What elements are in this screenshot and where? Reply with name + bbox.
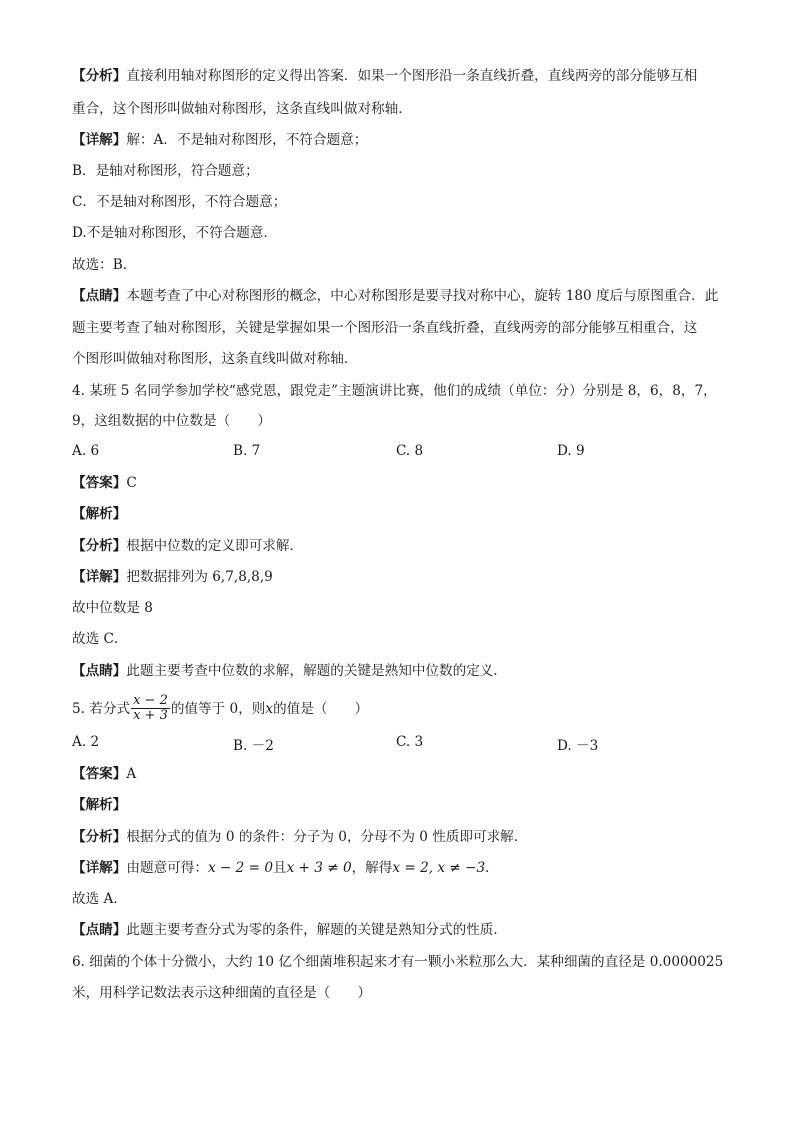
q3-comment-line2: 题主要考查了轴对称图形，关键是掌握如果一个图形沿一条直线折叠，直线两旁的部分能够互相重合，这 bbox=[72, 320, 698, 336]
q4-analysis: 【分析】根据中位数的定义即可求解． bbox=[72, 538, 304, 554]
q5-option-a: A. 2 bbox=[72, 734, 100, 750]
q5-explain-tag: 【解析】 bbox=[72, 797, 127, 813]
q5-choose: 故选 A． bbox=[72, 891, 127, 907]
q4-option-c: C. 8 bbox=[396, 443, 424, 459]
q4-option-b: B. 7 bbox=[233, 443, 261, 459]
answer-tag: 【答案】 bbox=[72, 766, 127, 782]
q5-option-c: C. 3 bbox=[396, 734, 424, 750]
q4-detail-line2: 故中位数是 8 bbox=[72, 600, 153, 616]
q3-detail-line1: 【详解】解：A．不是轴对称图形，不符合题意； bbox=[72, 132, 368, 148]
q3-analysis-line2: 重合，这个图形叫做轴对称图形，这条直线叫做对称轴． bbox=[72, 101, 412, 117]
analysis-tag: 【分析】 bbox=[72, 538, 127, 554]
q4-comment: 【点睛】此题主要考查中位数的求解，解题的关键是熟知中位数的定义． bbox=[72, 663, 507, 679]
detail-tag: 【详解】 bbox=[72, 569, 127, 585]
q4-choose: 故选 C． bbox=[72, 631, 128, 647]
q4-stem-line2: 9，这组数据的中位数是（ ） bbox=[72, 413, 271, 429]
q5-analysis: 【分析】根据分式的值为 0 的条件：分子为 0，分母不为 0 性质即可求解． bbox=[72, 829, 528, 845]
q5-stem: 5. 若分式 $\frac{x - 2}{x + 3}$ 的值等于 0，则x的值是（ ） bbox=[72, 693, 369, 723]
detail-tag: 【详解】 bbox=[72, 860, 127, 876]
q4-answer: 【答案】C bbox=[72, 475, 137, 491]
answer-tag: 【答案】 bbox=[72, 475, 127, 491]
q3-detail-line4: D.不是轴对称图形，不符合题意． bbox=[72, 225, 278, 241]
detail-tag: 【详解】 bbox=[72, 132, 127, 148]
q6-stem-line1: 6. 细菌的个体十分微小，大约 10 亿个细菌堆积起来才有一颗小米粒那么大．某种细菌的直径是 0.0000025 bbox=[72, 954, 724, 970]
q5-answer: 【答案】A bbox=[72, 766, 137, 782]
q3-detail-line3: C．不是轴对称图形，不符合题意； bbox=[72, 194, 287, 210]
q3-choose: 故选：B． bbox=[72, 257, 137, 273]
analysis-tag: 【分析】 bbox=[72, 829, 127, 845]
q4-stem-line1: 4. 某班 5 名同学参加学校“感党恩，跟党走”主题演讲比赛，他们的成绩（单位：分）分别是 8，6，8，7， bbox=[72, 383, 717, 399]
comment-tag: 【点睛】 bbox=[72, 663, 127, 679]
q3-comment-line1: 【点睛】本题考查了中心对称图形的概念，中心对称图形是要寻找对称中心，旋转 180 度后与原图重合．此 bbox=[72, 288, 719, 304]
fraction-denominator: x + 3 bbox=[133, 708, 168, 723]
fraction bbox=[131, 694, 170, 723]
q5-comment: 【点睛】此题主要考查分式为零的条件，解题的关键是熟知分式的性质． bbox=[72, 922, 507, 938]
comment-tag: 【点睛】 bbox=[72, 922, 127, 938]
q4-option-d: D. 9 bbox=[557, 443, 585, 459]
fraction-numerator: x − 2 bbox=[133, 693, 168, 708]
q4-detail: 【详解】把数据排列为 6,7,8,8,9 bbox=[72, 569, 273, 585]
q5-option-d: D. －3 bbox=[557, 738, 599, 754]
q3-detail-line2: B．是轴对称图形，符合题意； bbox=[72, 163, 259, 179]
q3-comment-line3: 个图形叫做轴对称图形，这条直线叫做对称轴． bbox=[72, 351, 358, 367]
q5-option-b: B. －2 bbox=[233, 738, 274, 754]
q3-analysis-line1: 【分析】直接利用轴对称图形的定义得出答案．如果一个图形沿一条直线折叠，直线两旁的部分能够互相 bbox=[72, 68, 698, 84]
q6-stem-line2: 米，用科学记数法表示这种细菌的直径是（ ） bbox=[72, 985, 372, 1001]
q5-detail: 【详解】由题意可得：x − 2 = 0且x + 3 ≠ 0，解得x = 2, x ≠ −3． bbox=[72, 860, 499, 876]
q4-option-a: A. 6 bbox=[72, 443, 100, 459]
q4-explain-tag: 【解析】 bbox=[72, 506, 127, 522]
comment-tag: 【点睛】 bbox=[72, 288, 127, 304]
analysis-tag: 【分析】 bbox=[72, 68, 127, 84]
